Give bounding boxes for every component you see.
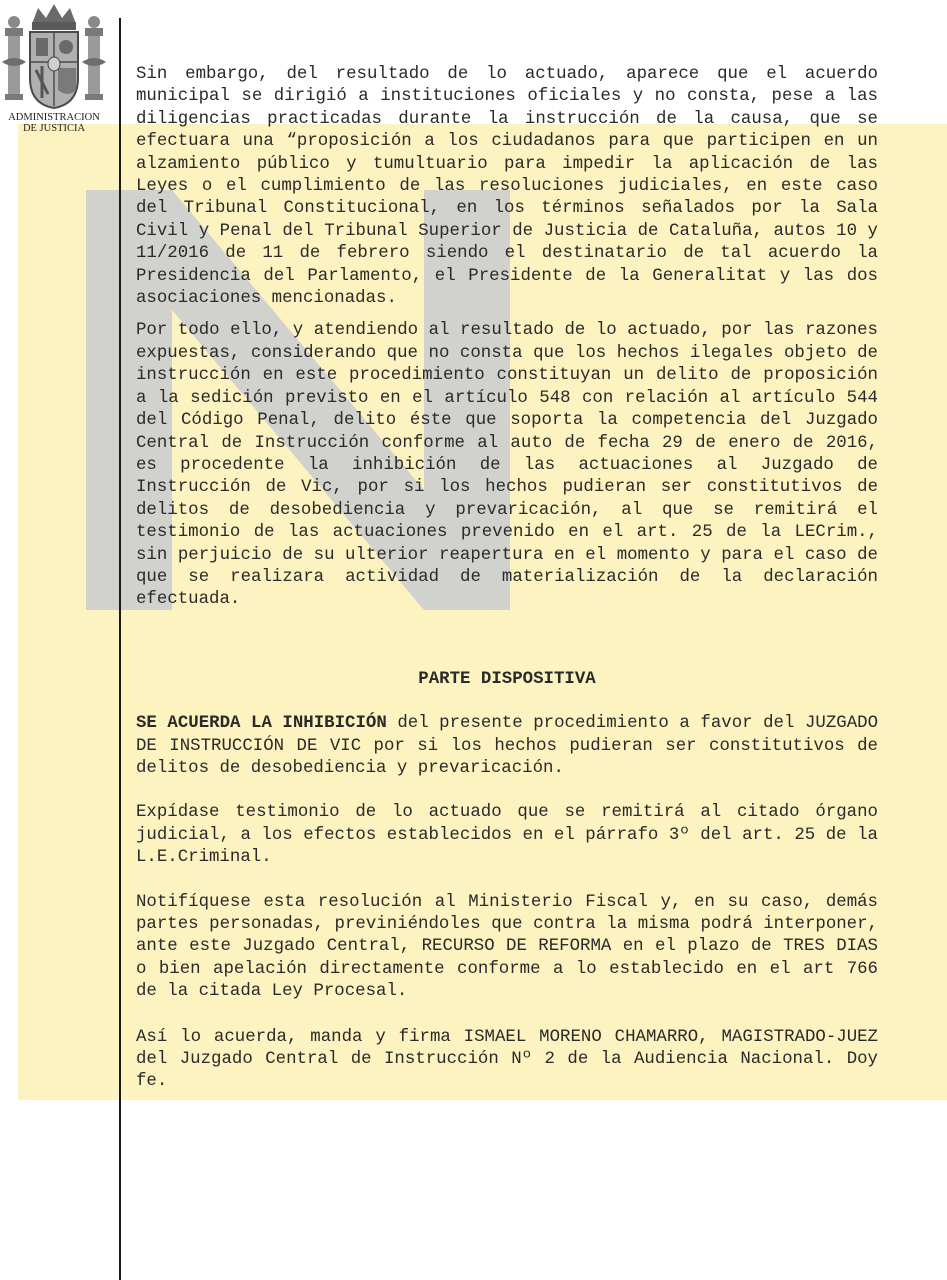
paragraph-3 [136, 713, 878, 780]
paragraph-2: Por todo ello, y atendiendo al resultado de lo actuado, por las razones expuestas, considerando que no consta que los hechos ilegales objeto de instrucción en este procedimiento constituyan un delito de proposición a la sedición previsto en el artículo 548 con relación al artículo 544 del Código Penal, delito éste que soporta la competencia del Juzgado Central de Instrucción conforme al auto de fecha 29 de enero de 2016, es procedente la inhibición de las actuaciones al Juzgado de Instrucción de Vic, por si los hechos pudieran ser constitutivos de delitos de desobediencia y prevaricación, al que se remitirá el testimonio de las actuaciones prevenido en el art. 25 de la LECrim., sin perjuicio de su ulterior reapertura en el momento y para el caso de que se realizara actividad de materialización de la declaración efectuada. [136, 321, 878, 610]
section-heading: PARTE DISPOSITIVA [418, 669, 596, 689]
coat-of-arms-icon [2, 0, 106, 112]
paragraph-4: Expídase testimonio de lo actuado que se remitirá al citado órgano judicial, a los efectos establecidos en el párrafo 3º del art. 25 de la L.E.Criminal. [136, 803, 878, 868]
paragraph-5: Notifíquese esta resolución al Ministerio Fiscal y, en su caso, demás partes personadas, previniéndoles que contra la misma podrá interponer, ante este Juzgado Central, RECURSO DE REFORMA en el plazo de TRES DIAS o bien apelación directamente conforme a lo establecido en el art 766 de la citada Ley Procesal. [136, 892, 878, 1002]
paragraph-6: Así lo acuerda, manda y firma ISMAEL MORENO CHAMARRO, MAGISTRADO-JUEZ del Juzgado Central de Instrucción Nº 2 de la Audiencia Nacional. Doy fe. [136, 1027, 878, 1092]
paragraph-3-bold: SE ACUERDA LA INHIBICIÓN [136, 714, 387, 734]
logo-line-1: ADMINISTRACION [8, 112, 100, 123]
logo-line-2: DE JUSTICIA [22, 123, 86, 134]
document-body [136, 64, 878, 1094]
paragraph-1: Sin embargo, del resultado de lo actuado, aparece que el acuerdo municipal se dirigió a instituciones oficiales y no consta, pese a las diligencias practicadas durante la instrucción de la causa, que se efectuara una “proposición a los ciudadanos para que participen en un alzamiento público y tumultuario para impedir la aplicación de las Leyes o el cumplimiento de las resoluciones judiciales, en este caso del Tribunal Constitucional, en los términos señalados por la Sala Civil y Penal del Tribunal Superior de Justicia de Cataluña, autos 10 y 11/2016 de 11 de febrero siendo el destinatario de tal acuerdo la Presidencia del Parlamento, el Presidente de la Generalitat y las dos asociaciones mencionadas. [136, 65, 878, 309]
coat-of-arms-logo [0, 0, 108, 146]
paragraph-3-rest: del presente procedimiento a favor del JUZGADO DE INSTRUCCIÓN DE VIC por si los hechos pudieran ser constitutivos de delitos de desobediencia y prevaricación. [136, 714, 878, 778]
left-margin-rule [119, 18, 121, 1280]
